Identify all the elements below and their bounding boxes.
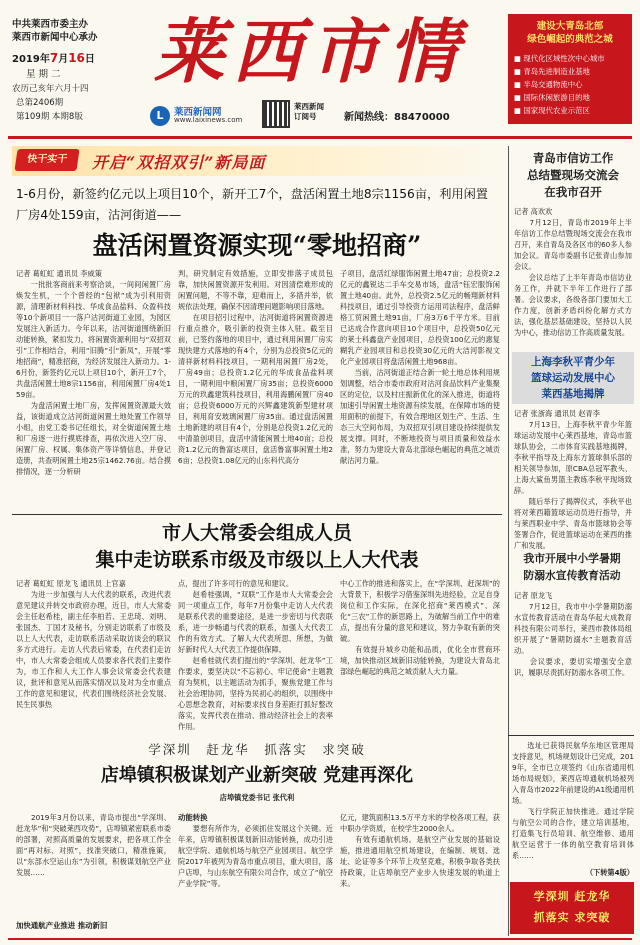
slogan-box xyxy=(508,14,632,124)
second-byline: 记者 葛虹虹 原龙飞 通讯员 上官嘉 xyxy=(16,579,126,588)
sponsor-line-1: 中共莱西市委主办 xyxy=(12,19,89,30)
site-logo[interactable] xyxy=(150,104,260,128)
date-day-unit: 日 xyxy=(84,54,95,65)
sidebar-story-3-byline: 记者 原龙飞 xyxy=(514,591,553,600)
lead-col-3: 子项目，盘活红绿服饰闲置土地47亩；总投资2.2亿元的鑫锐达二手车交易市场，盘活“钰宏服饰闲置土地40亩。此外，总投资2.5亿元的畅翔新材料科技项目，通过引导投资方运用司法程序，盘活鲜格工贸闲置土地91亩，厂房3万6千平方米。目前已达成合作意向项目10个项目中，总投资50亿元的莱士科鑫盘产业园项目，总投资100亿元的惠复糊乳产业园项目和总投资30亿元的大洁河影视文化产业园项目将盘活闲置土地968亩。 当前，沽河街道正结合新一轮土地总体利用规划调整，结合市委市政府对沽河食品饮料产业集聚区的定位，以及村庄振新优化的深入推进，街道将加速引导闲置土地资源有续发展，在保障市场的使用面积的前提下，有效合理地区划生产、生活、生态三大空间布局，为双招双引项目建设持续提供发展支撑。同时，不断地投资与项目质量和效益水准，努力为建设大青岛北部绿色崛起的典范之城贡献沽河力量。 xyxy=(340,269,500,465)
lead-byline: 记者 葛虹虹 通讯员 李威策 xyxy=(16,269,102,278)
bottom-slogan-box xyxy=(510,882,634,934)
slogan-head: 建设大青岛北部 绿色崛起的典范之城 xyxy=(527,21,613,45)
lead-banner xyxy=(12,146,502,176)
sidebar-story-1-byline: 记者 高欢欢 xyxy=(514,207,553,216)
issue-date xyxy=(12,50,132,68)
second-col-2: 点，提出了许多可行的意见和建议。 赵希桂强调，“双联”工作是市人大常委会会同一项重点工作，每年7月份集中走访人大代表是联系代表的重要途径，是进一步密切与代表联系，进一步畅通与代表的联系，加强人大代表工作的有效方式。了解人大代表所思、所想，为做好新时代人大代表工作提供保障。 赵希桂就代表们提出的“学深圳、赶龙华”工作要求，要坚决以“不忘初心、牢记使命”主题教育为契机，以主题活动为抓手，聚焦党建工作与社会治理协同，坚持为民初心的组织，以围绕中心思想念教育，对标要求找自身差距打抓好整改落实，发挥代表在推动、推动经济社会上的表率作用。 xyxy=(178,579,333,731)
date-month-unit: 月 xyxy=(58,54,69,65)
masthead-left xyxy=(12,18,132,130)
banner-tag: 快干实干 xyxy=(14,149,79,171)
sidebar-story-3-headline: 我市开展中小学暑期 防溺水宣传教育活动 xyxy=(523,552,621,582)
qr-label: 莱西新闻 订阅号 xyxy=(294,102,324,121)
lead-col-1: 一批批客商前来考察洽谈，一间间闲置厂房焕发生机，一个个曾经的“包袱”成为引利用资源，清理新材料科技、华成食品盐料、众盈科技等10个新项目一一落户沽河街道工业园，为园区发展注入新活力。今年以来，沽河街道围绕新旧动能转换，紧扣发力，将闲置资源利用与“双招双引”工作相结合，利用“旧腾”引“新凤”，开展“零地招商”，精准招商，为经济发展注入新动力。1-6月份，新签约亿元以上项目10个，新开工7个，共盘活闲置土地8宗1156亩，利用闲置厂房4处159亩。 为盘活闲置土地厂房，发挥闲置资源最大效益，该街道成立沽河街道闲置土地处置工作领导小组，由党工委书记任组长，对全街道闲置土地和厂房逐一进行摸底排查，再依次进入空厂房、闲置厂房、权属、集体资产等详情信息，并登记造册，共查明闲置土地25宗1462.76亩。结合摸排情况，逐一分析研 xyxy=(16,280,171,476)
sidebar-story-2-byline: 记者 张浙海 通讯员 赵青李 xyxy=(514,409,600,418)
sidebar-story-1-headline: 青岛市信访工作 总结暨现场交流会 在我市召开 xyxy=(527,151,619,199)
lead-col-2: 判，研究制定有效措施，立即安排落子成员包靠，加快闲置资源开发利用。对因清偿难形成的闲置问题，不等不靠，迎难而上，多措并举，依规依法处理，确保不因清理问题影响项目落地。 在项目招引过程中，沽河街道将闲置资源进行重点推介，吸引新的投资主体入驻。截至目前，已签约落地的项目中，通过利用闲置厂房实现快建方式落地的有4个，分别为总投资5亿元的清祥新材料科技项目，一期利用闲置厂房2处，厂房49亩；总投资1.2亿元的华成食品盐料项目，一期利用中粮闲置厂房35亩；总投资6000万元的玖鑫建筑科技项目，利用海鹏闲置厂房40亩；总投资6000万元的兴辉鑫建筑新型建材项目，利用育安玻璃闲置厂房35亩。通过盘活闲置土地新建的项目有4个，分别是总投资1.2亿元的中清盈创项目，盘活中清能闲置土地40亩；总投资1.2亿元的鲁富达项目，盘活鲁富事闲置土地26亩；总投资1.08亿元的山东科代高分 xyxy=(178,269,333,465)
banner-title: 开启“双招双引”新局面 xyxy=(92,153,266,172)
continued-note: （下转第4版） xyxy=(585,868,634,877)
site-logo-icon: L xyxy=(150,106,170,126)
slogan-item: ■ 国家现代农业示范区 xyxy=(514,106,590,115)
second-col-3: 中心工作的推进和落实上，在“学深圳、赶深圳”的大背景下，积极学习借鉴深圳先进经验，立足自身岗位和工作实际，在深化招商“莱西模式”、深化“三农”工作的新思路上，为破解当前工作中的难点，提出有分量的意见和建议，努力争取有新的突破。 有效提升城乡功能和品质，优化全市营商环境，加快推动区域新旧动能转换，为建设大青岛北部绿色崛起的典范之城贡献人大力量。 xyxy=(340,579,500,676)
third-col-1: 2019年3月份以来，青岛市提出“学深圳、赶龙华”和“突破莱西攻势”，店埠镇紧密联系市委的部署，对照高质量的发展要求，把各项工作全面“再对标、对照”，找准突破口，精准施策，以“东部水空运山东”为引领，积极谋划航空产业发展…… xyxy=(16,813,171,877)
date-month: 7 xyxy=(49,51,59,65)
date-day: 16 xyxy=(68,51,85,65)
divider xyxy=(12,514,502,515)
second-col-1: 为进一步加强与人大代表的联系，改进代表意见建议并转交市政府办理，近日，市人大常委会主任赵希桂，副主任李柏若、王忠琦、刘明、张国杰、丁国才及秘书，分别走访联系了市级及以上人大代表，走访联系活动采取访谈会的联议多方式进行。走访人代表后常委，在代表们走访中，市人大常委会组成人员要求各代表们主要作为，市工作和人大工作人事会议常委会代表建议，批评和意见从而落实情况以及对为全市重点工作的意见和建议，代表们围绕经济社会发展、民生民事热 xyxy=(16,590,171,709)
lead-headline: 盘活闲置资源实现“零地招商” xyxy=(92,231,422,260)
third-col-1-subhead: 加快通航产业推进 推动新旧 xyxy=(16,921,108,930)
third-headline: 店埠镇积极谋划产业新突破 党建再深化 xyxy=(100,765,414,786)
sidebar-story-3-body: 7月12日，我市中小学暑期防溺水宣传教育活动在青岛华起大成教育科技有限公司举行，莱西市教体局组织开展了“暑期防溺水”主题教育活动。 会议要求，要切实增强安全意识，履职尽责抓好防溺水各项工作。 xyxy=(514,602,632,677)
sidebar-story-2-headline: 上海李秋平青少年 篮球运动发展中心 莱西基地揭牌 xyxy=(531,356,615,400)
slogan-item: ■ 国际休闲旅游目的地 xyxy=(514,93,590,102)
bottom-slogan: 学深圳 赶龙华 抓落实 求突破 xyxy=(533,890,611,924)
second-headline-1: 市人大常委会组成人员 xyxy=(161,522,352,544)
paper-title: 莱西市情 xyxy=(154,10,466,93)
lead-deck: 1-6月份，新签约亿元以上项目10个，新开工7个，盘活闲置土地8宗1156亩，利用闲置厂房4处159亩，沽河街道—— xyxy=(16,187,488,222)
third-col-2: 要想有所作为，必须抓住发展这个关键。近年来，店埠镇积极谋划新旧动能转换，成功引进航空学院、通航机场与航空产业园项目。航空学院2017年被列为青岛市重点项目，重大项目，落户店埠，与山东航空有限公司合作，成立了“航空产业学院”等。 xyxy=(178,824,333,888)
third-byline: 店埠镇党委书记 张代利 xyxy=(219,793,295,802)
slogan-item: ■ 现代化区域性次中心城市 xyxy=(514,54,605,63)
sidebar-story-2-headline-box xyxy=(512,352,634,404)
bottom-rule xyxy=(8,938,632,940)
issue-total: 总第2406期 xyxy=(16,98,64,108)
lunar-date: 农历己亥年六月十四 xyxy=(12,84,89,94)
slogan-item: ■ 半岛交通物流中心 xyxy=(514,80,583,89)
site-url: www.laixinews.com xyxy=(174,116,243,124)
aviation-continued-body: 选址已获得民航华东地区管理局支持意见，机场规划设计已完成，2019年，全市已立项签约《山东省通用机场布局规划》，莱西店埠通航机场被列入青岛市2022年前建设的A1级通用机场。 飞行学院正加快推进。通过学院与航空公司的合作，建立培训基地，打造集飞行员培训、航空维修、通用航空运营于一体的航空教育培训体系…… xyxy=(512,741,634,860)
sidebar-story-2-body: 7月13日，上海李秋平青少年篮球运动发展中心莱西基地，青岛市篮球队协会，二市体育实践基地揭牌，李秋平指导及上海东方篮球俱乐部的相关领导参加，原CBA总冠军教头、上海大鲨鱼男篮主教练李秋平现场致辞。 随后举行了揭牌仪式，李秋平也将对莱西籍篮球运动员进行指导，并与莱西职业中学、青岛市篮球协会等签署合作，促进篮球运动在莱西的推广和发展。 xyxy=(514,420,632,550)
sidebar-divider xyxy=(508,146,509,936)
third-col-2-subhead: 动能转换 xyxy=(178,813,208,822)
third-col-3: 亿元，建筑面积13.5万平方米的学校各项工程，获中职办学资质，在校学生2000余人。 有效有通航机场。是航空产业发展的基础设施，推进通用航空机场建设，在编制、规划、选址、论证等多个环节上攻坚克难，积极争取各类扶持政策，让店埠航空产业步入快速发展的轨道上来。 xyxy=(340,813,500,888)
issue-number: 第109期 本期8版 xyxy=(16,112,83,122)
second-headline-2: 集中走访联系市级及市级以上人大代表 xyxy=(95,549,419,571)
weekday: 星 期 二 xyxy=(26,69,61,80)
third-kicker: 学深圳 赶龙华 抓落实 求突破 xyxy=(148,742,366,757)
date-year: 2019年 xyxy=(12,54,50,65)
sponsor-line-2: 莱西市新闻中心承办 xyxy=(12,32,98,43)
sidebar-story-1-body: 7月12日，青岛市2019年上半年信访工作总结暨现场交流会在我市召开，来自青岛及各区市的60多人参加会议。青岛市委副书记张青山参加会议。 会议总结了上半年青岛市信访业务工作，并就下半年工作进行了部署。会议要求，各级各部门要加大工作力度，创新矛盾纠纷化解方式方法，强化基层基础建设，坚持以人民为中心，推动信访工作高质量发展。 xyxy=(514,218,632,337)
divider xyxy=(508,735,634,736)
qr-code[interactable] xyxy=(262,100,290,128)
slogan-item: ■ 青岛先进制造业基地 xyxy=(514,67,590,76)
site-name: 莱西新闻网 xyxy=(174,107,222,118)
masthead-rule xyxy=(8,136,632,139)
news-hotline: 新闻热线：88470000 xyxy=(344,112,450,123)
